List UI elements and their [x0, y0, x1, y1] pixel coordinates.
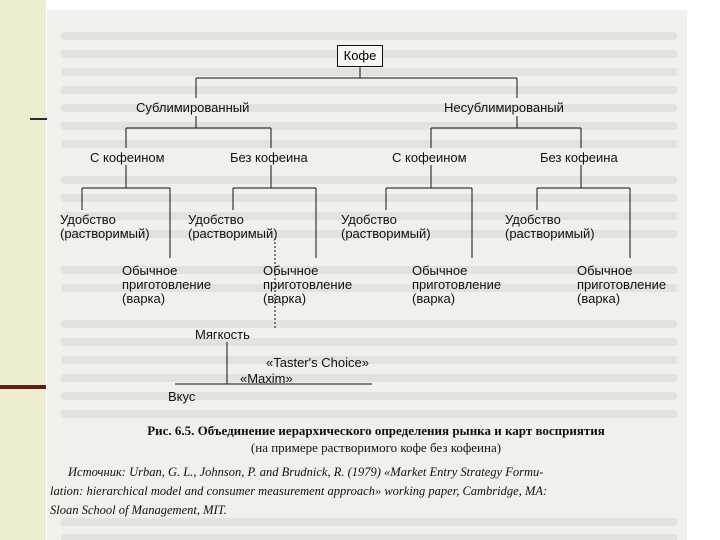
map-brand-tasters-choice: «Taster's Choice» — [266, 355, 369, 370]
node-decaf-2: Без кофеина — [540, 150, 618, 165]
node-instant-1: Удобство (растворимый) — [60, 212, 150, 241]
node-brewed-4: Обычное приготовление (варка) — [577, 263, 667, 306]
node-instant-4: Удобство (растворимый) — [505, 212, 595, 241]
node-brewed-3: Обычное приготовление (варка) — [412, 263, 502, 306]
figure-caption: Рис. 6.5. Объединение иерархического определения рынка и карт восприятия — [147, 423, 605, 438]
node-brewed-2: Обычное приготовление (варка) — [263, 263, 353, 306]
node-freeze-dried: Сублимированный — [136, 100, 250, 115]
node-instant-3: Удобство (растворимый) — [341, 212, 431, 241]
map-label-mildness: Мягкость — [195, 327, 250, 342]
figure-caption-subtitle: (на примере растворимого кофе без кофеина) — [250, 440, 502, 455]
map-label-taste: Вкус — [168, 389, 196, 404]
node-brewed-1: Обычное приготовление (варка) — [122, 263, 212, 306]
map-brand-maxim: «Maxim» — [240, 371, 293, 386]
source-line-1: Источник: Urban, G. L., Johnson, P. and Brudnick, R. (1979) «Market Entry Strategy Formu- — [68, 465, 544, 479]
node-caffeinated-2: С кофеином — [392, 150, 467, 165]
node-caffeinated-1: С кофеином — [90, 150, 165, 165]
source-line-3: Sloan School of Management, MIT. — [50, 503, 227, 517]
source-line-2: lation: hierarchical model and consumer measurement approach» working paper, Cambridge, MA: — [50, 484, 548, 498]
node-non-freeze-dried: Несублимированый — [444, 100, 564, 115]
node-decaf-1: Без кофеина — [230, 150, 308, 165]
node-instant-2: Удобство (растворимый) — [188, 212, 278, 241]
root-node-coffee: Кофе — [337, 45, 383, 67]
